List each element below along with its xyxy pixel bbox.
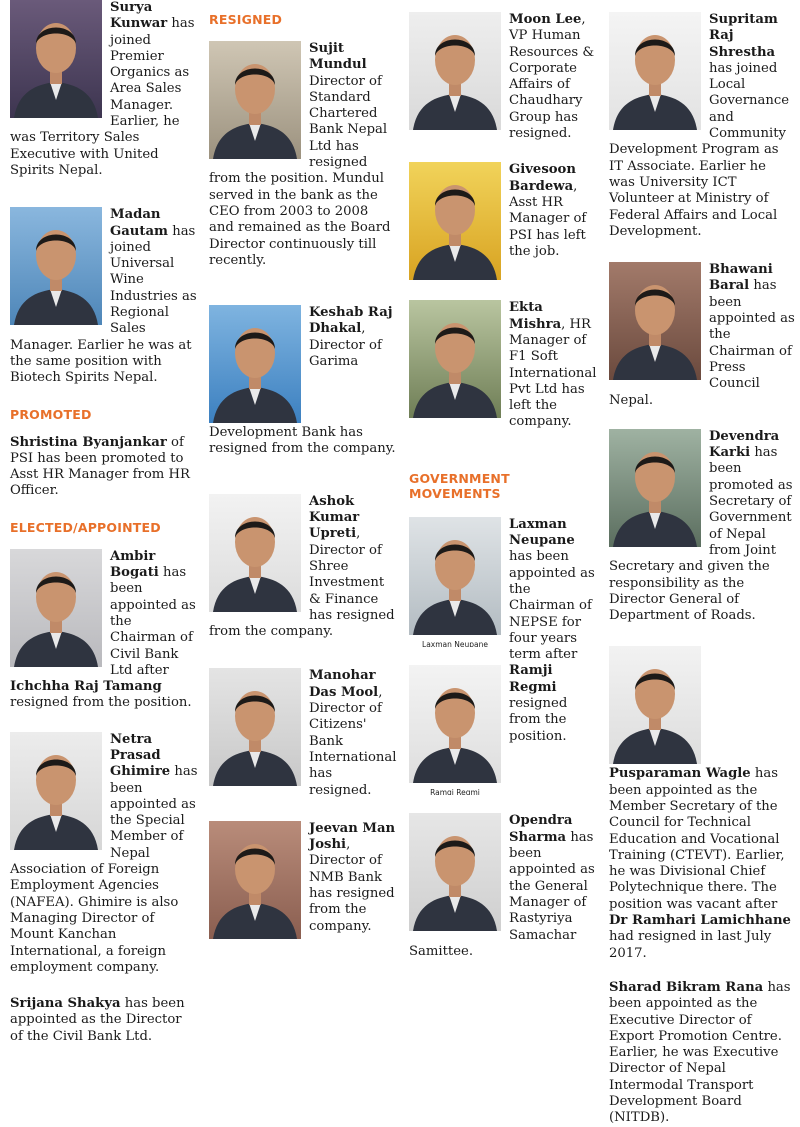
person-name: Jeevan Man Joshi (309, 820, 396, 853)
entry-text: has been appointed as the Chairman of NEPSE for four years term after (509, 549, 595, 663)
entry-text: had resigned in last July 2017. (609, 929, 772, 961)
entry-text: resigned from the position. (509, 696, 568, 744)
person-name: Laxman Neupane (509, 516, 575, 549)
portrait-photo (209, 494, 301, 612)
person-name: Sujit Mundul (309, 41, 367, 73)
portrait-photo (10, 732, 102, 850)
entry-text: has joined Local Governance and Community Development Program as IT Associate. Earlier he was University ICT Volunteer at Ministry of Federal Affairs and Local Development. (609, 60, 790, 239)
portrait-photo (609, 12, 701, 130)
entry-moon-lee (409, 12, 597, 142)
entry-text: has joined Premier Organics as Area Sales Manager. Earlier, he was Territory Sales Executive with United Spirits Nepal. (10, 16, 195, 178)
portrait-photo (209, 41, 301, 159)
person-name: Moon Lee (509, 12, 582, 27)
entry-opendra-sharma (409, 813, 597, 960)
entry-text: , Director of Garima Development Bank has resigned from the company. (209, 321, 396, 457)
entry-manohar-mool (209, 668, 397, 798)
entry-netra-ghimire (10, 732, 198, 976)
portrait-photo (10, 549, 102, 667)
photo-caption: Laxman Neupane (422, 639, 488, 647)
person-name: Keshab Raj Dhakal (309, 305, 393, 337)
entry-supritam-shrestha (609, 12, 795, 240)
entry-ashok-upreti (209, 494, 397, 641)
person-name: Ekta Mishra (509, 300, 562, 332)
entry-text: has been appointed as the General Manager of Rastyriya Samachar Samittee. (409, 829, 595, 959)
portrait-photo (409, 665, 501, 795)
person-name: Madan Gautam (110, 207, 168, 239)
entry-ekta-mishra (409, 300, 597, 430)
portrait-photo (609, 262, 701, 380)
person-name: Opendra Sharma (509, 813, 573, 845)
photo-caption: Ramgi Regmi (430, 788, 480, 796)
entry-text: has joined Universal Wine Industries as Regional Sales Manager. Earlier he was at the same position with Biotech Spirits Nepal. (10, 223, 197, 386)
entry-text: Director of Standard Chartered Bank Nepal Ltd has resigned from the position. Mundul served in the bank as the CEO from 2003 to 2008 and remained as the Board Director continuously till recently. (209, 73, 391, 268)
entry-text: has been appointed as the Chairman of Press Council Nepal. (609, 278, 795, 408)
portrait-photo (409, 813, 501, 931)
person-name: Supritam Raj Shrestha (709, 12, 778, 60)
portrait-photo (609, 646, 701, 764)
entry-jeevan-joshi (209, 821, 397, 941)
person-name: Bhawani Baral (709, 262, 773, 294)
person-name: Shristina Byanjankar (10, 434, 167, 450)
portrait-photo (209, 305, 301, 423)
person-name: Ramji Regmi (509, 663, 557, 695)
person-name: Sharad Bikram Rana (609, 979, 764, 995)
portrait-photo (409, 162, 501, 280)
entry-text: has been promoted as Secretary of Government of Nepal from Joint Secretary and given the responsibility as the Director General of Department of Roads. (609, 445, 793, 624)
portrait-photo (409, 517, 501, 647)
entry-text: has been appointed as the Member Secretary of the Council for Technical Education and Vocational Training (CTEVT). Earlier, he was Divisional Chief Polytechnique there. The position was vacant after (609, 766, 785, 912)
entry-ambir-bogati (10, 549, 198, 712)
section-heading-resigned: RESIGNED (209, 12, 283, 27)
person-name: Givesoon Bardewa (509, 162, 576, 194)
entry-shristina-byanjankar (10, 435, 198, 500)
entry-sharad-rana (609, 980, 795, 1127)
section-heading-promoted: PROMOTED (10, 406, 92, 422)
section-heading-elected: ELECTED/APPOINTED (10, 519, 161, 535)
entry-srijana-shakya (10, 996, 198, 1045)
portrait-photo (10, 0, 102, 118)
person-name: Surya Kunwar (110, 0, 168, 32)
portrait-photo (609, 429, 701, 547)
entry-text: , HR Manager of F1 Soft International Pvt Ltd has left the company. (509, 316, 597, 430)
person-name: Ichchha Raj Tamang (10, 679, 162, 695)
entry-text: , Director of NMB Bank has resigned from the company. (309, 837, 395, 934)
entry-givesoon-bardewa (409, 162, 597, 282)
entry-sujit-mundul (209, 41, 397, 269)
entry-bhawani-baral (609, 262, 795, 409)
person-name: Srijana Shakya (10, 996, 121, 1012)
section-heading-government: GOVERNMENT MOVEMENTS (409, 470, 510, 501)
column-2 (209, 0, 397, 941)
entry-text: has been appointed as the Chairman of Civil Bank Ltd after (110, 565, 196, 678)
entry-keshab-dhakal (209, 305, 397, 458)
entry-text: , Director of Shree Investment & Finance has resigned from the company. (209, 526, 395, 640)
entry-text: , Director of Citizens' Bank International has resigned. (309, 684, 397, 798)
column-1 (10, 0, 198, 1045)
entry-surya-kunwar (10, 0, 198, 179)
person-name: Dr Ramhari Lamichhane (609, 913, 791, 929)
entry-laxman-neupane (409, 517, 597, 798)
entry-text: has been appointed as the Executive Director of Export Promotion Centre. Earlier, he was Executive Director of Nepal Intermodal Transport Development Board (NITDB). (609, 979, 791, 1126)
entry-text: , Asst HR Manager of PSI has left the job. (509, 178, 587, 259)
entry-madan-gautam (10, 207, 198, 386)
entry-text: has been appointed as the Director of the Civil Bank Ltd. (10, 996, 185, 1044)
person-name: Manohar Das Mool (309, 668, 379, 700)
portrait-photo (409, 12, 501, 130)
entry-text: , VP Human Resources & Corporate Affairs of Chaudhary Group has resigned. (509, 12, 595, 142)
entry-pusparaman-wagle (609, 646, 795, 962)
entry-text: resigned from the position. (10, 695, 192, 711)
column-4 (609, 0, 795, 1127)
person-name: Pusparaman Wagle (609, 766, 751, 782)
entry-text: of PSI has been promoted to Asst HR Manager from HR Officer. (10, 434, 190, 499)
portrait-photo (10, 207, 102, 325)
column-3 (409, 0, 597, 960)
person-name: Ambir Bogati (110, 548, 159, 581)
entry-devendra-karki (609, 429, 795, 625)
person-name: Netra Prasad Ghimire (110, 731, 171, 780)
entry-text: has been appointed as the Special Member of Nepal Association of Foreign Employment Agencies (NAFEA). Ghimire is also Managing Director of Mount Kanchan International, a foreign employment company. (10, 764, 198, 975)
person-name: Ashok Kumar Upreti (309, 493, 360, 542)
portrait-photo (209, 668, 301, 786)
portrait-photo (209, 821, 301, 939)
portrait-photo (409, 300, 501, 418)
person-name: Devendra Karki (709, 428, 780, 461)
